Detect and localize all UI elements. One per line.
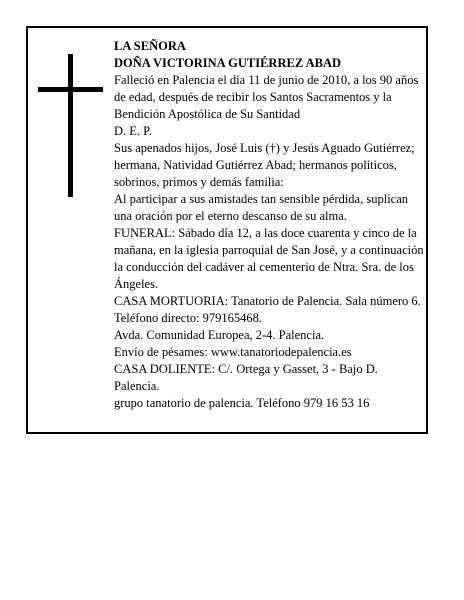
condolences-link: Envío de pésames: www.tanatoriodepalencia.es — [114, 345, 352, 359]
footer-contact: grupo tanatorio de palencia. Teléfono 979 16 53 16 — [114, 396, 370, 410]
funeral-info: FUNERAL: Sábado día 12, a las doce cuarenta y cinco de la mañana, en la iglesia parroquial de San José, y a continuación la conducción del cadáver al cementerio de Ntra. Sra. de los Ángeles. — [114, 226, 424, 291]
casa-mortuoria: CASA MORTUORIA: Tanatorio de Palencia. Sala número 6. Teléfono directo: 979165468. — [114, 294, 421, 325]
obituary-notice — [26, 26, 428, 434]
dep-line: D. E. P. — [114, 124, 152, 138]
death-info: Falleció en Palencia el día 11 de junio de 2010, a los 90 años de edad, después de recibir los Santos Sacramentos y la Bendición Apostólica de Su Santidad — [114, 73, 419, 121]
casa-doliente: CASA DOLIENTE: C/. Ortega y Gasset, 3 - Bajo D. Palencia. — [114, 362, 378, 393]
notice-text — [114, 38, 426, 412]
notice-heading-title: LA SEÑORA — [114, 39, 186, 53]
family-list: Sus apenados hijos, José Luis (†) y Jesús Aguado Gutiérrez; hermana, Natividad Gutiérrez Abad; hermanos políticos, sobrinos, primos y demás familia: — [114, 141, 415, 189]
notice-heading-name: DOÑA VICTORINA GUTIÉRREZ ABAD — [114, 56, 342, 70]
prayer-request: Al participar a sus amistades tan sensible pérdida, suplican una oración por el eterno descanso de su alma. — [114, 192, 409, 223]
address: Avda. Comunidad Europea, 2-4. Palencia. — [114, 328, 325, 342]
